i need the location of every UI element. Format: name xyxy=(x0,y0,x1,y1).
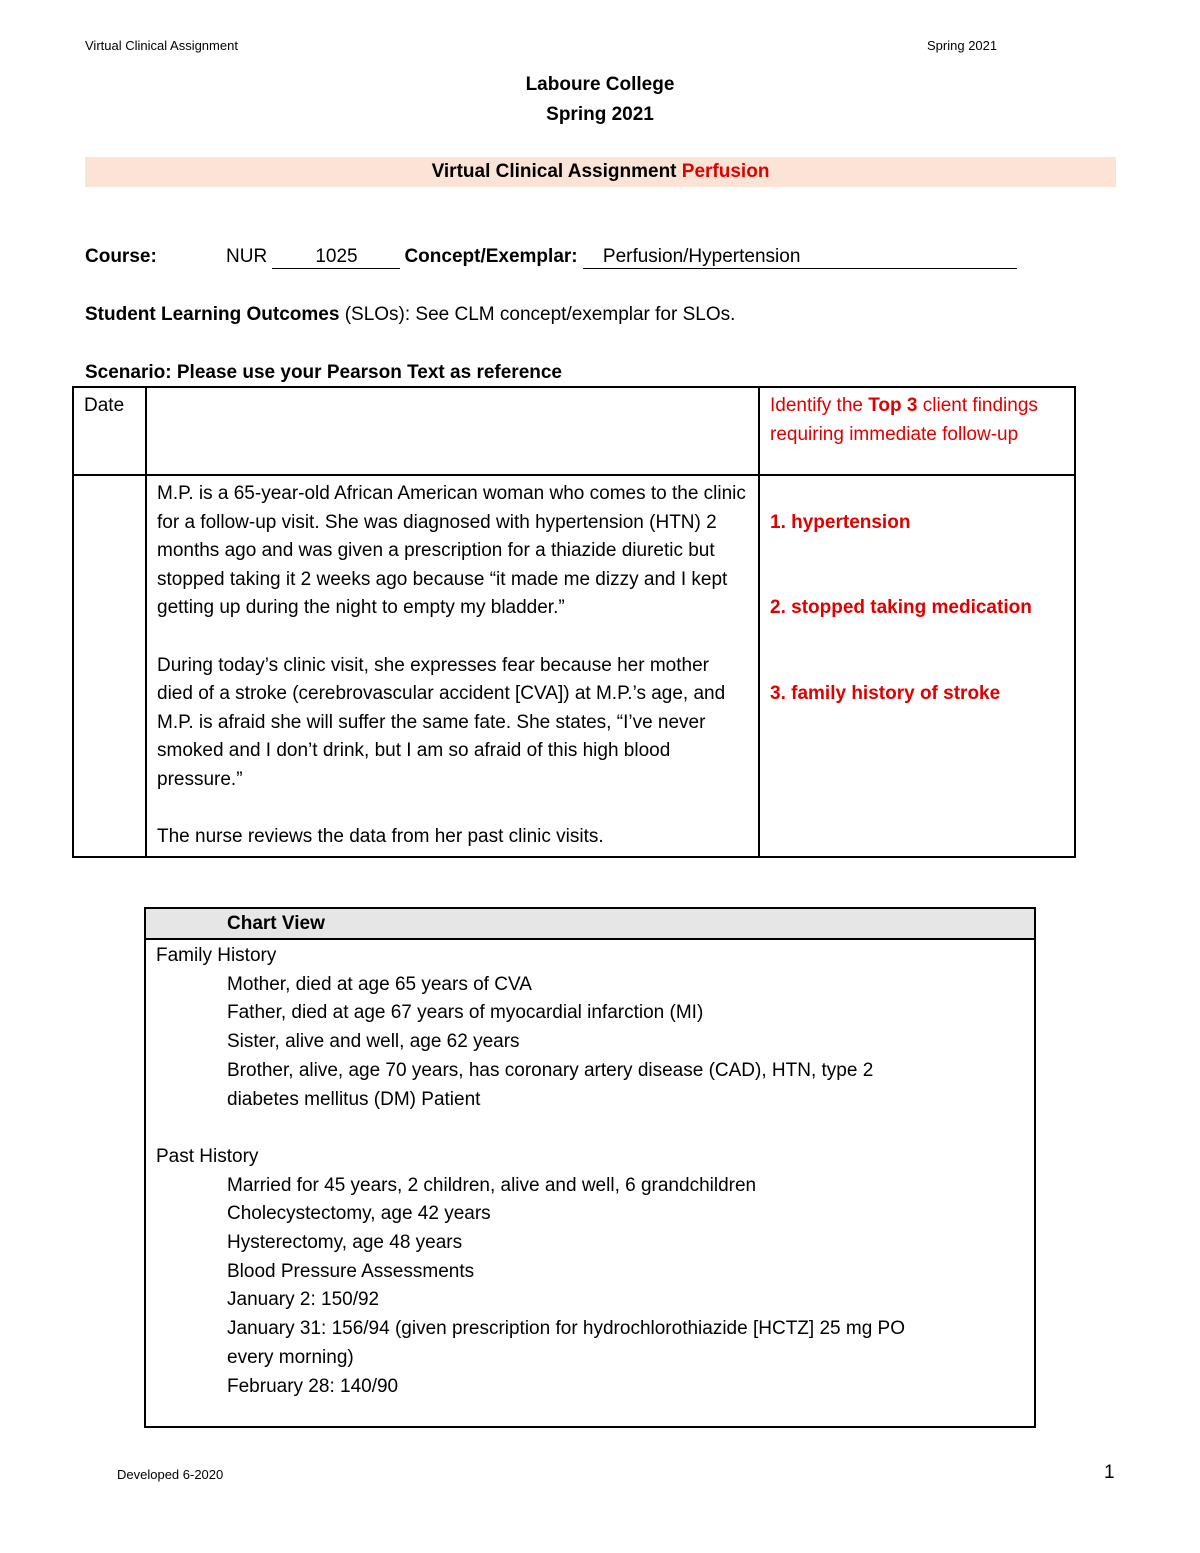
family-item: Sister, alive and well, age 62 years xyxy=(227,1031,520,1053)
past-item: Cholecystectomy, age 42 years xyxy=(227,1203,491,1225)
past-history-label: Past History xyxy=(156,1145,259,1167)
scenario-header-blank xyxy=(146,387,759,475)
slo-text: (SLOs): See CLM concept/exemplar for SLOs. xyxy=(339,304,736,325)
banner-topic: Perfusion xyxy=(681,161,770,182)
family-item: Mother, died at age 65 years of CVA xyxy=(227,973,532,995)
past-item: Blood Pressure Assessments xyxy=(227,1260,475,1282)
concept-label: Concept/Exemplar: xyxy=(404,246,583,267)
banner-prefix: Virtual Clinical Assignment xyxy=(431,161,682,182)
scenario-para-1: M.P. is a 65-year-old African American woman who comes to the clinic for a follow-up visit. She was diagnosed with hypertension (HTN) 2 months ago and was given a prescription for a thiazide diuretic but stopped taking it 2 weeks ago because “it made me dizzy and I kept getting up during the night to empty my bladder.” xyxy=(157,483,746,619)
page-number: 1 xyxy=(1104,1462,1115,1483)
scenario-header-row xyxy=(73,387,1075,475)
family-history-label: Family History xyxy=(156,945,277,966)
chart-view-heading: Chart View xyxy=(146,909,1034,940)
scenario-text-cell xyxy=(146,475,759,857)
scenario-table xyxy=(72,386,1076,858)
past-item: February 28: 140/90 xyxy=(227,1375,399,1397)
past-item: Married for 45 years, 2 children, alive and well, 6 grandchildren xyxy=(227,1174,757,1196)
course-number: 1025 xyxy=(272,246,400,269)
scenario-body-row xyxy=(73,475,1075,857)
past-item: Hysterectomy, age 48 years xyxy=(227,1232,463,1254)
date-cell xyxy=(73,475,146,857)
chart-view-body xyxy=(146,940,1034,1403)
identify-post: client findings requiring immediate follow-up xyxy=(770,395,1038,445)
course-prefix: NUR xyxy=(226,246,273,267)
past-item: January 31: 156/94 (given prescription for hydrochlorothiazide [HCTZ] 25 mg PO xyxy=(227,1318,905,1340)
footer-developed: Developed 6-2020 xyxy=(117,1467,224,1482)
assignment-banner xyxy=(85,157,1116,187)
family-item: diabetes mellitus (DM) Patient xyxy=(227,1088,481,1110)
college-title: Laboure College xyxy=(525,74,675,95)
course-label: Course: xyxy=(85,246,157,267)
header-right: Spring 2021 xyxy=(927,38,998,53)
term-title: Spring 2021 xyxy=(546,104,654,125)
header-left: Virtual Clinical Assignment xyxy=(85,38,238,53)
chart-view-box xyxy=(144,907,1036,1428)
identify-header xyxy=(759,387,1075,475)
concept-value: Perfusion/Hypertension xyxy=(583,246,1017,269)
scenario-para-2: During today’s clinic visit, she expresses fear because her mother died of a stroke (cerebrovascular accident [CVA]) at M.P.’s age, and M.P. is afraid she will suffer the same fate. She states, “I’ve never smoked and I don’t drink, but I am so afraid of this high blood pressure.” xyxy=(157,654,726,790)
scenario-heading: Scenario: Please use your Pearson Text as reference xyxy=(85,362,562,383)
past-item: January 2: 150/92 xyxy=(227,1289,380,1311)
identify-pre: Identify the xyxy=(770,395,869,416)
identify-bold: Top 3 xyxy=(868,395,918,416)
past-item: every morning) xyxy=(227,1346,354,1368)
scenario-para-3: The nurse reviews the data from her past clinic visits. xyxy=(157,826,604,848)
slo-line xyxy=(85,304,735,326)
findings-cell xyxy=(759,475,1075,857)
finding-3: 3. family history of stroke xyxy=(770,683,1001,705)
family-item: Father, died at age 67 years of myocardial infarction (MI) xyxy=(227,1002,704,1024)
finding-2: 2. stopped taking medication xyxy=(770,597,1032,619)
finding-1: 1. hypertension xyxy=(770,511,911,533)
course-line xyxy=(85,246,1017,269)
family-item: Brother, alive, age 70 years, has coronary artery disease (CAD), HTN, type 2 xyxy=(227,1059,874,1081)
slo-label: Student Learning Outcomes xyxy=(85,304,340,325)
date-header: Date xyxy=(73,387,146,475)
